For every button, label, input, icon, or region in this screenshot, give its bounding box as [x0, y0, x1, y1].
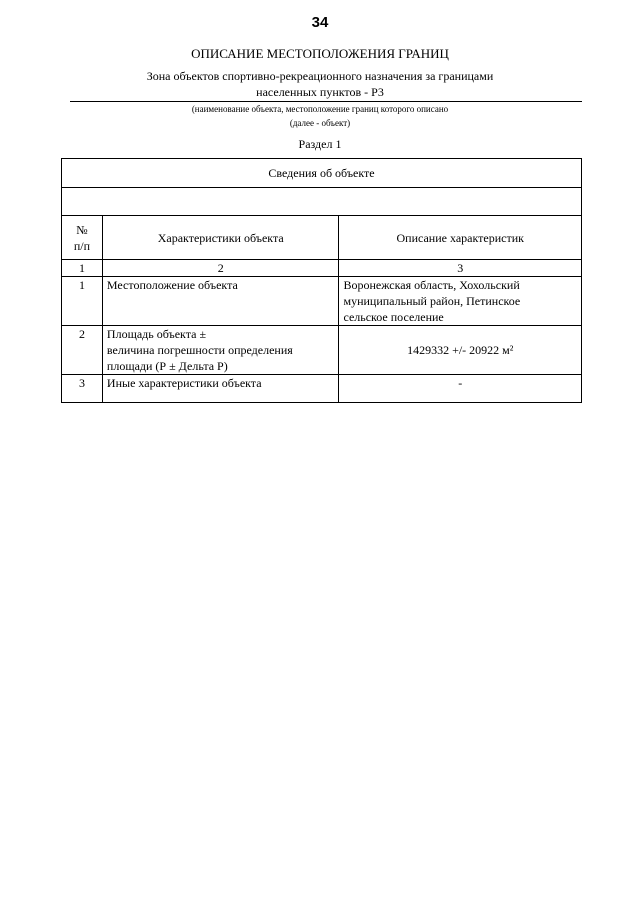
table-header-row — [62, 216, 582, 260]
object-name-line-2: населенных пунктов - Р3 — [256, 85, 384, 99]
object-name-line-1: Зона объектов спортивно-рекреационного назначения за границами — [146, 69, 494, 83]
document-title: ОПИСАНИЕ МЕСТОПОЛОЖЕНИЯ ГРАНИЦ — [191, 46, 449, 61]
row-3-characteristic: Иные характеристики объекта — [102, 375, 339, 403]
row-1-description-line-1: Воронежская область, Хохольский — [343, 278, 520, 292]
row-1-characteristic — [102, 277, 339, 326]
header-characteristics: Характеристики объекта — [102, 216, 339, 260]
caption-line-2: (далее - объект) — [289, 118, 351, 128]
row-3-num: 3 — [62, 375, 103, 403]
header-description: Описание характеристик — [339, 216, 582, 260]
row-2-characteristic — [102, 326, 339, 375]
row-1-num: 1 — [62, 277, 103, 326]
header-num-line-2: п/п — [73, 238, 91, 253]
row-3-description: - — [339, 375, 582, 403]
column-number-1: 1 — [62, 260, 103, 277]
table-spacer-cell — [62, 188, 582, 216]
row-2-description: 1429332 +/- 20922 м² — [339, 326, 582, 375]
section-heading: Раздел 1 — [298, 137, 342, 151]
row-2-characteristic-line-3: площади (Р ± Дельта Р) — [106, 359, 228, 373]
row-2-characteristic-line-2: величина погрешности определения — [106, 343, 293, 357]
table-title-row — [62, 159, 582, 188]
table-spacer-row — [62, 188, 582, 216]
column-number-row — [62, 260, 582, 277]
column-number-2: 2 — [102, 260, 339, 277]
row-1-description-line-2: муниципальный район, Петинское — [343, 294, 521, 308]
row-1-description — [339, 277, 582, 326]
underline-rule — [70, 101, 582, 102]
row-1-characteristic-line-1: Местоположение объекта — [106, 278, 238, 292]
table-row — [62, 375, 582, 403]
row-1-description-line-3: сельское поселение — [343, 310, 444, 324]
column-number-3: 3 — [339, 260, 582, 277]
table-row — [62, 326, 582, 375]
row-2-num: 2 — [62, 326, 103, 375]
page-number: 34 — [311, 14, 329, 31]
object-info-table — [61, 158, 582, 403]
header-num-line-1: № — [76, 222, 88, 237]
header-num — [62, 216, 103, 260]
row-2-characteristic-line-1: Площадь объекта ± — [106, 327, 207, 341]
table-title: Сведения об объекте — [62, 159, 582, 188]
caption-line-1: (наименование объекта, местоположение границ которого описано — [191, 104, 449, 114]
table-row — [62, 277, 582, 326]
